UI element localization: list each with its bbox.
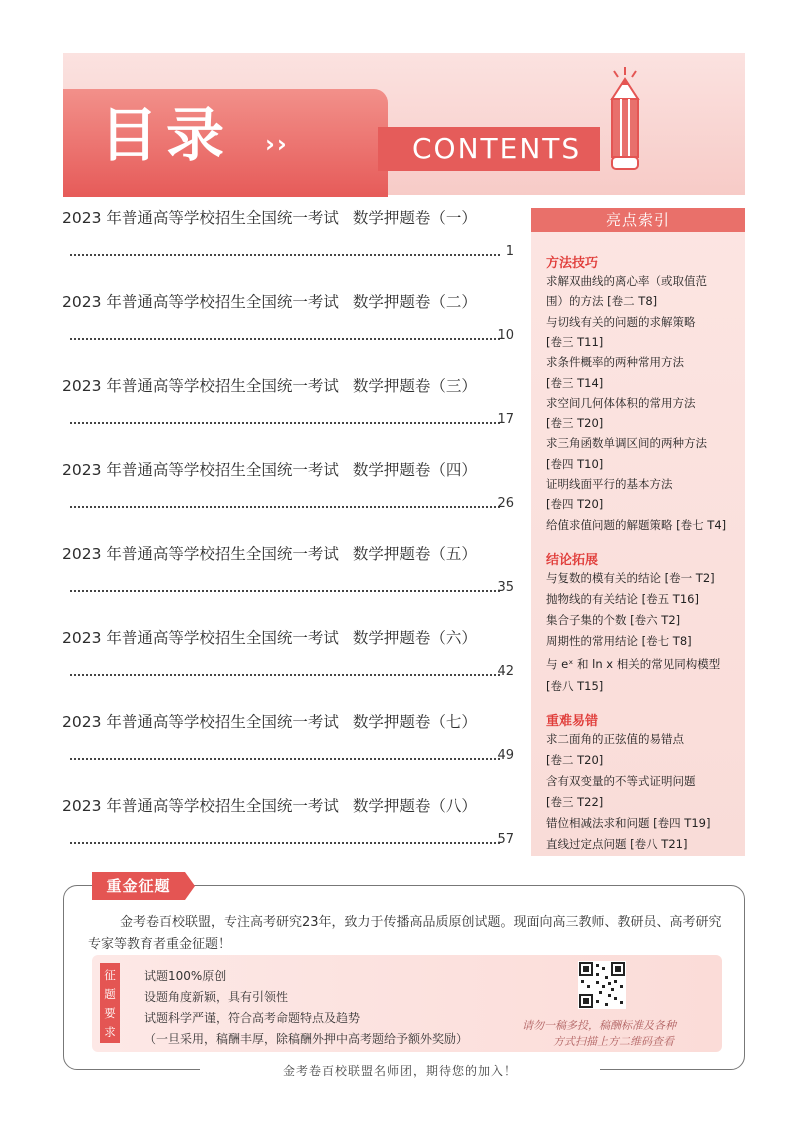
requirement-item: 试题科学严谨，符合高考命题特点及趋势 — [144, 1011, 361, 1025]
index-section-heading: 方法技巧 — [546, 256, 599, 271]
toc-sub: 数学押题卷（三） — [352, 377, 477, 395]
index-section-heading: 重难易错 — [546, 714, 599, 729]
index-entry: [卷八 T15] — [546, 679, 604, 693]
toc-item[interactable] — [62, 542, 514, 595]
requirement-item: 试题100%原创 — [144, 969, 227, 983]
toc-main: 2023 年普通高等学校招生全国统一考试 — [62, 461, 339, 479]
toc-sub: 数学押题卷（二） — [352, 293, 477, 311]
toc-main: 2023 年普通高等学校招生全国统一考试 — [62, 293, 339, 311]
solicitation-tag: 重金征题 — [92, 872, 185, 900]
qr-code-icon[interactable] — [578, 961, 626, 1009]
toc-main: 2023 年普通高等学校招生全国统一考试 — [62, 713, 339, 731]
qr-note: 请勿一稿多投，稿酬标准及各种 — [522, 1019, 676, 1032]
toc-item[interactable] — [62, 710, 514, 763]
toc-main: 2023 年普通高等学校招生全国统一考试 — [62, 209, 339, 227]
toc-page: 26 — [497, 496, 514, 511]
toc-item[interactable] — [62, 374, 514, 427]
toc-leader — [70, 758, 500, 760]
chevron-right-icon: ›› — [265, 130, 289, 158]
toc-sub: 数学押题卷（六） — [352, 629, 477, 647]
toc-page: 10 — [497, 328, 514, 343]
index-entry: [卷二 T20] — [546, 753, 604, 767]
index-entry: 抛物线的有关结论 [卷五 T16] — [546, 592, 699, 606]
requirements-tag-char: 要 — [104, 1005, 116, 1020]
index-entry: 与切线有关的问题的求解策略 — [546, 315, 696, 329]
index-entry: 求解双曲线的离心率（或取值范 — [546, 274, 707, 288]
index-section-heading: 结论拓展 — [546, 553, 599, 568]
toc-item[interactable] — [62, 626, 514, 679]
index-entry: [卷三 T14] — [546, 376, 604, 390]
toc-item[interactable] — [62, 458, 514, 511]
requirements-tag — [100, 963, 120, 1043]
toc-leader — [70, 338, 500, 340]
toc-leader — [70, 842, 500, 844]
toc-leader — [70, 506, 500, 508]
toc-page: 35 — [497, 580, 514, 595]
toc-item[interactable] — [62, 206, 514, 259]
toc-leader — [70, 254, 500, 256]
highlight-index-title: 亮点索引 — [531, 208, 745, 232]
toc-main: 2023 年普通高等学校招生全国统一考试 — [62, 545, 339, 563]
contents-label: CONTENTS — [412, 132, 582, 165]
toc-sub: 数学押题卷（七） — [352, 713, 477, 731]
toc-leader — [70, 674, 500, 676]
index-entry: 错位相减法求和问题 [卷四 T19] — [546, 816, 711, 830]
toc-item[interactable] — [62, 794, 514, 847]
index-entry: 求空间几何体体积的常用方法 — [546, 396, 696, 410]
toc-main: 2023 年普通高等学校招生全国统一考试 — [62, 797, 339, 815]
index-entry: 与复数的模有关的结论 [卷一 T2] — [546, 571, 715, 585]
index-entry: 求三角函数单调区间的两种方法 — [546, 436, 707, 450]
index-entry: [卷三 T20] — [546, 416, 604, 430]
requirements-tag-char: 题 — [104, 986, 116, 1001]
toc-page: 57 — [497, 832, 514, 847]
index-entry: 证明线面平行的基本方法 — [546, 477, 673, 491]
toc-leader — [70, 422, 500, 424]
toc-sub: 数学押题卷（五） — [352, 545, 477, 563]
toc-sub: 数学押题卷（四） — [352, 461, 477, 479]
footer-slogan: 金考卷百校联盟名师团，期待您的加入！ — [200, 1062, 600, 1078]
toc-sub: 数学押题卷（一） — [352, 209, 477, 227]
index-entry: 给值求值问题的解题策略 [卷七 T4] — [546, 518, 727, 532]
toc-main: 2023 年普通高等学校招生全国统一考试 — [62, 377, 339, 395]
index-entry: [卷四 T10] — [546, 457, 604, 471]
index-entry: 周期性的常用结论 [卷七 T8] — [546, 634, 692, 648]
requirement-item: （一旦采用，稿酬丰厚，除稿酬外押中高考题给予额外奖励） — [144, 1032, 469, 1046]
qr-note: 方式扫描上方二维码查看 — [553, 1035, 674, 1048]
toc-leader — [70, 590, 500, 592]
toc-item[interactable] — [62, 290, 514, 343]
toc-main: 2023 年普通高等学校招生全国统一考试 — [62, 629, 339, 647]
index-entry: 围）的方法 [卷二 T8] — [546, 294, 658, 308]
toc-page: 17 — [497, 412, 514, 427]
pencil-icon — [600, 65, 650, 175]
index-entry: 与 eˣ 和 ln x 相关的常见同构模型 — [546, 657, 721, 671]
requirements-tag-char: 征 — [104, 967, 116, 982]
toc-page: 49 — [497, 748, 514, 763]
index-entry: 直线过定点问题 [卷八 T21] — [546, 837, 688, 851]
index-entry: 求条件概率的两种常用方法 — [546, 355, 684, 369]
index-entry: [卷四 T20] — [546, 497, 604, 511]
toc-page: 1 — [505, 244, 514, 259]
index-entry: 含有双变量的不等式证明问题 — [546, 774, 696, 788]
index-entry: [卷三 T22] — [546, 795, 604, 809]
solicitation-intro: 金考卷百校联盟，专注高考研究23年，致力于传播高品质原创试题。现面向高三教师、教研员、高考研究专家等教育者重金征题！ — [88, 915, 722, 952]
toc-page: 42 — [497, 664, 514, 679]
index-entry: 集合子集的个数 [卷六 T2] — [546, 613, 681, 627]
toc-sub: 数学押题卷（八） — [352, 797, 477, 815]
requirements-tag-char: 求 — [104, 1024, 116, 1039]
page-title: 目录 — [100, 101, 233, 169]
index-entry: 求二面角的正弦值的易错点 — [546, 732, 684, 746]
requirement-item: 设题角度新颖，具有引领性 — [144, 990, 289, 1004]
index-entry: [卷三 T11] — [546, 335, 604, 349]
